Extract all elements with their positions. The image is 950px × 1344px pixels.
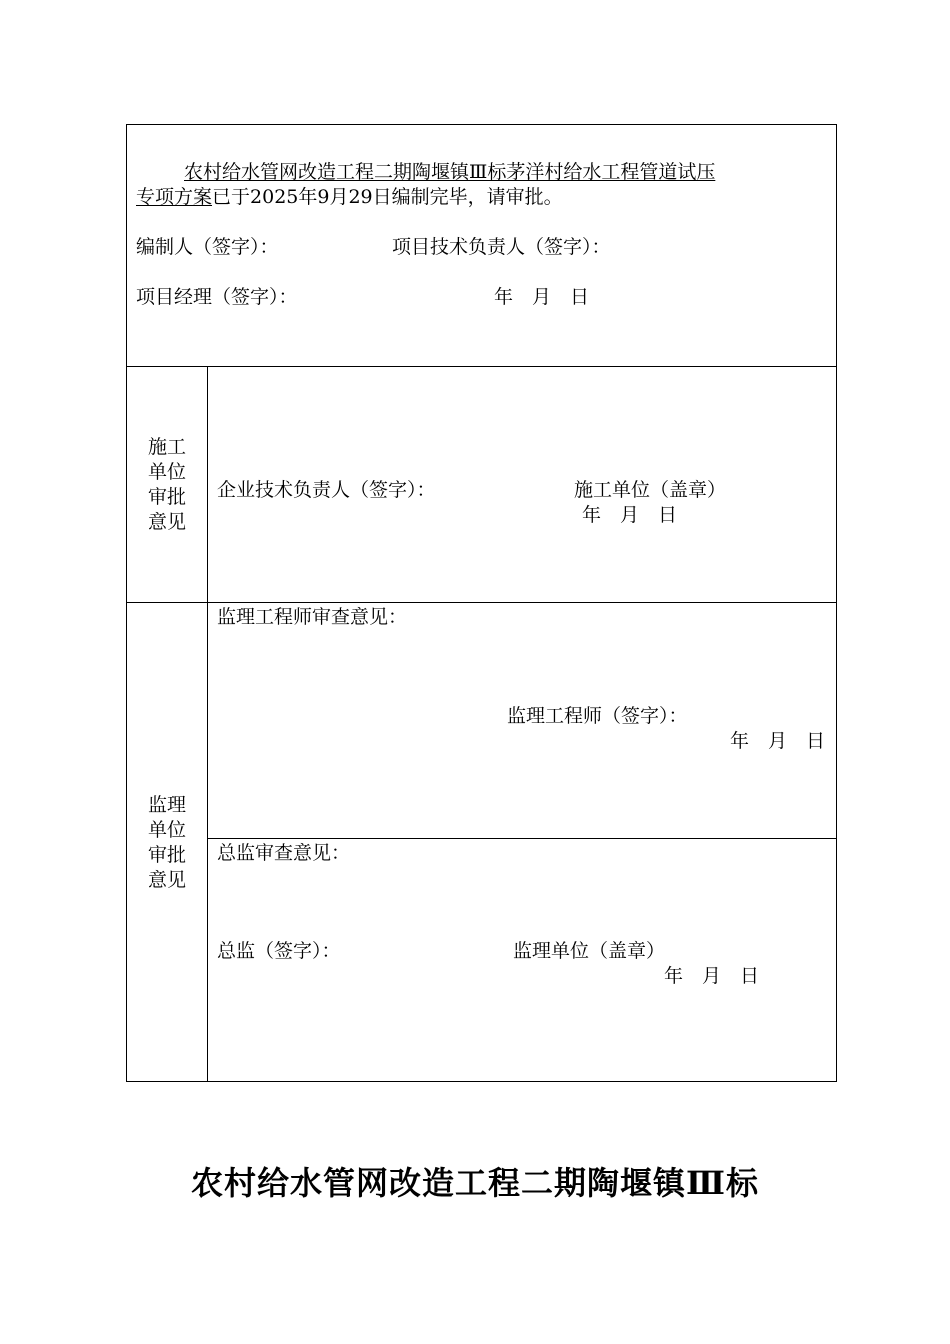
construction-label-line: 施工 (147, 436, 186, 458)
chief-opinion-label: 总监审查意见： (217, 842, 351, 864)
engineer-date: 年 月 日 (730, 730, 826, 752)
plan-name-line2 (136, 185, 563, 210)
plan-name-part1: 农村给水管网改造工程二期陶堰镇Ⅲ标茅洋村给水工程管道试压 (184, 161, 716, 183)
chief-date: 年 月 日 (664, 965, 760, 987)
supervision-unit-label (127, 793, 207, 893)
construction-date: 年 月 日 (582, 504, 678, 526)
project-tech-lead-sign-label: 项目技术负责人（签字）： (392, 236, 611, 258)
supervision-label-line: 监理 (147, 794, 186, 816)
project-manager-sign-label: 项目经理（签字）： (136, 286, 298, 308)
enterprise-tech-lead-sign-label: 企业技术负责人（签字）： (217, 479, 436, 501)
plan-name-part2: 专项方案 (136, 186, 213, 208)
supervision-label-line: 审批 (147, 844, 186, 866)
label-column-divider (207, 366, 208, 1082)
compile-statement: 已于2025年9月29日编制完毕，请审批。 (212, 186, 563, 208)
row-divider-supervision (207, 838, 837, 839)
project-title: 农村给水管网改造工程二期陶堰镇Ⅲ标 (191, 1164, 759, 1202)
engineer-opinion-label: 监理工程师审查意见： (217, 606, 408, 628)
construction-label-line: 单位 (147, 461, 186, 483)
plan-name-line1 (184, 160, 715, 185)
construction-label-line: 审批 (147, 486, 186, 508)
supervision-label-line: 单位 (147, 819, 186, 841)
supervision-unit-seal-label: 监理单位（盖章） (513, 940, 666, 962)
construction-label-line: 意见 (147, 511, 186, 533)
compiler-sign-label: 编制人（签字）： (136, 236, 279, 258)
top-date: 年 月 日 (494, 286, 590, 308)
row-divider-top (126, 366, 837, 367)
construction-unit-label (127, 435, 207, 535)
construction-unit-seal-label: 施工单位（盖章） (574, 479, 727, 501)
engineer-sign-label: 监理工程师（签字）： (507, 705, 688, 727)
supervision-label-line: 意见 (147, 869, 186, 891)
chief-sign-label: 总监（签字）： (217, 940, 341, 962)
row-divider-middle (126, 602, 837, 603)
